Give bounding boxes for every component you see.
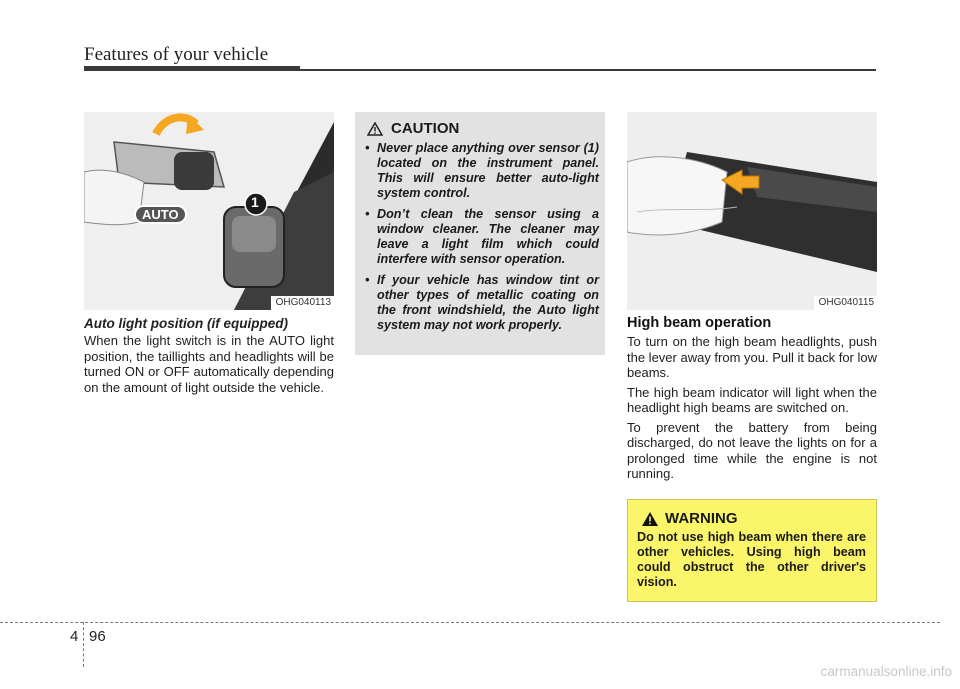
footer-divider	[83, 622, 84, 667]
caution-item: • Never place anything over sensor (1) located on the instrument panel. This will ensure better auto-light system control.	[365, 141, 599, 200]
caution-header	[367, 120, 599, 137]
warning-text: Do not use high beam when there are other vehicles. Using high beam could obstruct the other driver's vision.	[637, 530, 866, 589]
auto-light-body: When the light switch is in the AUTO light position, the taillights and headlights will be turned ON or OFF automatically depending on the amount of light outside the vehicle.	[84, 333, 334, 395]
high-beam-illustration	[627, 112, 877, 310]
high-beam-paragraph: The high beam indicator will light when the headlight high beams are switched on.	[627, 384, 877, 415]
footer-rule	[0, 622, 940, 623]
auto-light-figure	[84, 112, 334, 310]
header-bar	[84, 66, 300, 71]
caution-item: • Don’t clean the sensor using a window cleaner. The cleaner may leave a light film which could interfere with sensor operation.	[365, 207, 599, 266]
auto-light-heading: Auto light position (if equipped)	[84, 316, 288, 331]
caution-box	[355, 112, 605, 355]
caution-item: • If your vehicle has window tint or other types of metallic coating on the front windshield, the Auto light system may not work properly.	[365, 273, 599, 332]
caution-list	[365, 141, 599, 333]
auto-light-illustration	[84, 112, 334, 310]
page-header-title: Features of your vehicle	[84, 44, 269, 65]
auto-callout: AUTO	[134, 205, 187, 224]
figure-code: OHG040115	[814, 296, 877, 310]
chapter-number: 4	[70, 628, 79, 645]
high-beam-heading: High beam operation	[627, 315, 772, 331]
watermark: carmanualsonline.info	[820, 664, 952, 679]
figure-code: OHG040113	[271, 296, 334, 310]
high-beam-body	[627, 334, 877, 486]
high-beam-paragraph: To prevent the battery from being discharged, do not leave the lights on for a prolonged time while the engine is not running.	[627, 419, 877, 481]
sensor-callout-number: 1	[251, 194, 259, 210]
page-number: 96	[89, 628, 106, 645]
caution-triangle-icon	[367, 122, 383, 136]
header-rule	[300, 69, 876, 71]
warning-triangle-icon	[641, 511, 659, 527]
high-beam-figure	[627, 112, 877, 310]
warning-box	[627, 499, 877, 602]
caution-title: CAUTION	[391, 120, 460, 137]
warning-title: WARNING	[665, 510, 738, 527]
warning-header	[641, 510, 866, 527]
high-beam-paragraph: To turn on the high beam headlights, push the lever away from you. Pull it back for low beams.	[627, 334, 877, 380]
